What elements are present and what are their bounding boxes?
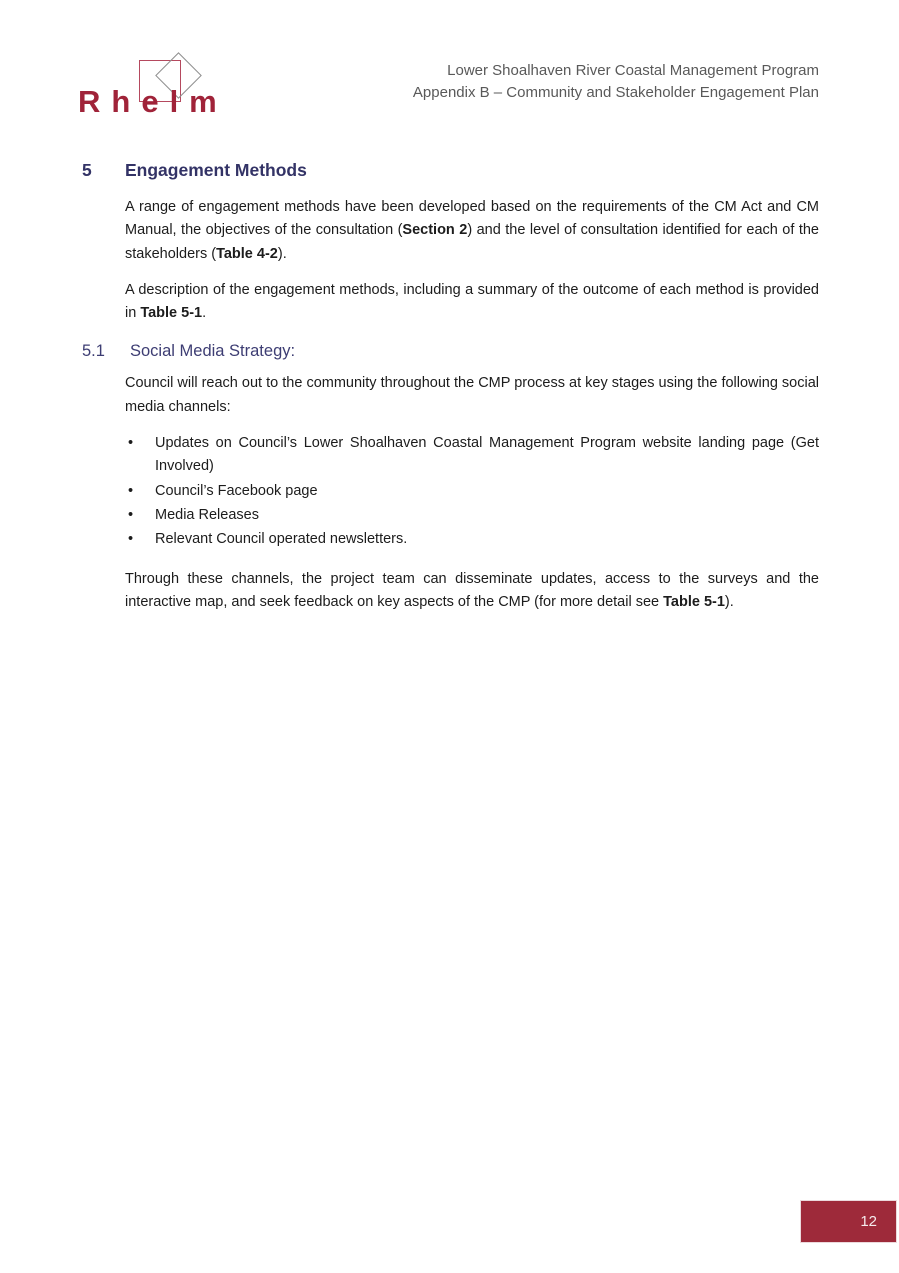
cross-reference: Table 5-1 <box>140 305 203 322</box>
bullet-icon: • <box>128 482 134 499</box>
cross-reference: Section 2 <box>402 222 468 239</box>
bullet-icon: • <box>128 506 134 523</box>
header-line-program: Lower Shoalhaven River Coastal Management Program <box>447 62 819 79</box>
paragraph-text: Through these channels, the project team can disseminate updates, access to the surveys and the interactive map, and seek feedback on key aspects of the CMP (for more detail see <box>125 570 819 610</box>
social-media-channels-list <box>125 432 819 551</box>
list-item-text: Council’s Facebook page <box>155 482 318 499</box>
section-number: 5 <box>82 160 92 180</box>
section-5-1-body <box>125 372 819 614</box>
subsection-number: 5.1 <box>82 342 105 361</box>
list-item <box>125 432 819 479</box>
document-header <box>413 60 819 104</box>
section-title: Engagement Methods <box>125 160 307 180</box>
section-5-body <box>125 196 819 325</box>
paragraph <box>125 568 819 615</box>
list-item <box>125 480 819 503</box>
section-heading-5 <box>82 158 819 182</box>
list-item-text: Relevant Council operated newsletters. <box>155 531 408 548</box>
paragraph: Council will reach out to the community throughout the CMP process at key stages using the following social media channels: <box>125 375 819 415</box>
paragraph-text: ). <box>277 245 287 262</box>
page-number-badge: 12 <box>800 1200 897 1243</box>
list-item <box>125 528 819 551</box>
paragraph <box>125 196 819 266</box>
cross-reference: Table 5-1 <box>663 593 725 610</box>
paragraph-text: A description of the engagement methods, including a summary of the outcome of each method is provided in <box>125 281 819 322</box>
header-line-appendix: Appendix B – Community and Stakeholder Engagement Plan <box>412 84 819 101</box>
bullet-icon: • <box>128 435 134 452</box>
bullet-icon: • <box>128 531 134 548</box>
main-content <box>82 158 819 627</box>
paragraph-text: ) and the level of consultation identified for each of the stakeholders ( <box>125 222 819 262</box>
section-heading-5-1 <box>82 340 819 363</box>
rhelm-logo <box>78 48 248 120</box>
paragraph-text: A range of engagement methods have been developed based on the requirements of the CM Act and CM Manual, the objectives of the consultation ( <box>125 199 819 239</box>
list-item-text: Updates on Council’s Lower Shoalhaven Coastal Management Program website landing page (Get Involved) <box>155 435 819 475</box>
paragraph-text: ). <box>724 593 734 610</box>
cross-reference: Table 4-2 <box>216 245 278 262</box>
list-item-text: Media Releases <box>155 506 259 523</box>
subsection-title: Social Media Strategy: <box>130 342 296 361</box>
logo-wordmark: Rhelm <box>78 84 228 119</box>
list-item <box>125 504 819 527</box>
paragraph-text: . <box>202 305 207 322</box>
paragraph <box>125 279 819 326</box>
